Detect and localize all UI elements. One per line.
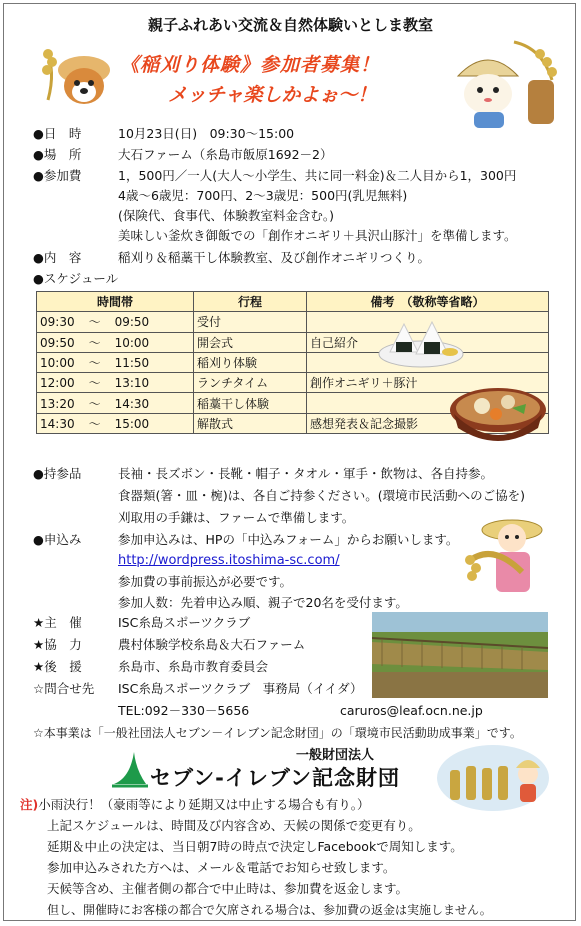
tonjiru-bowl-icon xyxy=(446,380,550,450)
page-title: 親子ふれあい交流＆自然体験いとしま教室 xyxy=(147,16,433,34)
seven-eleven-foundation-logo xyxy=(110,748,150,788)
dog-mascot-icon xyxy=(38,40,118,124)
notes-line-5: 天候等含め、主催者側の都合で中止時は、参加費を返金します。 xyxy=(47,881,409,896)
contact-tel: TEL:092－330－5656 xyxy=(118,703,250,718)
logo-line-1: 一般財団法人 xyxy=(296,748,375,763)
bring-line-3: 刈取用の手鎌は、ファームで準備します。 xyxy=(118,510,355,525)
time-cell: 10:00 ～ 11:50 xyxy=(37,352,194,372)
contact-label: ☆問合せ先 xyxy=(33,681,95,696)
content-value: 稲刈り＆稲藁干し体験教室、及び創作オニギリつくり。 xyxy=(118,250,431,265)
fee-line-3: (保険代、食事代、体験教室料金含む。) xyxy=(118,208,335,223)
apply-label: ●申込み xyxy=(33,532,82,547)
apply-line-1: 参加申込みは、HPの「中込みフォーム」からお願いします。 xyxy=(118,532,459,547)
bring-label: ●持参品 xyxy=(33,466,82,481)
header-time: 時間帯 xyxy=(37,292,194,312)
bring-line-2: 食器類(箸・皿・椀)は、各自ご持参ください。(環境市民活動へのご協を) xyxy=(118,488,526,503)
rice-drying-photo xyxy=(372,612,548,698)
registration-url-link[interactable]: http://wordpress.itoshima-sc.com/ xyxy=(118,553,340,568)
event-cell: ランチタイム xyxy=(194,373,307,393)
fee-line-2: 4歳～6歳児：700円、2～3歳児：500円(乳児無料) xyxy=(118,188,408,203)
bring-line-1: 長袖・長ズボン・長靴・帽子・タオル・軍手・飲物は、各自持参。 xyxy=(118,466,494,481)
schedule-label: ●スケジュール xyxy=(33,271,119,286)
host-label: ★主 催 xyxy=(33,615,82,630)
notes-line-4: 参加申込みされた方へは、メール＆電話でお知らせ致します。 xyxy=(47,860,396,875)
time-cell: 14:30 ～ 15:00 xyxy=(37,413,194,433)
date-label: ●日 時 xyxy=(33,126,82,141)
coop-value: 農村体験学校糸島＆大石ファーム xyxy=(118,637,306,652)
headline-recruit: 《稲刈り体験》参加者募集！ xyxy=(120,54,381,76)
rice-harvest-kids-icon xyxy=(436,744,550,812)
time-cell: 12:00 ～ 13:10 xyxy=(37,373,194,393)
place-value: 大石ファーム（糸島市飯原1692－2） xyxy=(118,147,333,162)
support-label: ★後 援 xyxy=(33,659,82,674)
grant-note: ☆本事業は「一般社団法人セブン－イレブン記念財団」の「環境市民活動助成事業」です。 xyxy=(33,726,522,740)
note-cell: 感想発表＆記念撮影 xyxy=(307,413,549,433)
time-cell: 09:50 ～ 10:00 xyxy=(37,332,194,352)
table-row xyxy=(37,312,549,332)
table-row xyxy=(37,352,549,372)
fee-line-4: 美味しい釜炊き御飯での「創作オニギリ＋具沢山豚汁」を準備します。 xyxy=(118,228,517,243)
girl-with-rice-icon xyxy=(462,512,554,604)
note-cell: 創作オニギリ＋豚汁 xyxy=(307,373,549,393)
event-cell: 受付 xyxy=(194,312,307,332)
notes-line-6: 但し、開催時にお客様の都合で欠席される場合は、参加費の返金は実施しません。 xyxy=(47,903,492,917)
fee-label: ●参加費 xyxy=(33,168,82,183)
header-event: 行程 xyxy=(194,292,307,312)
place-label: ●場 所 xyxy=(33,147,82,162)
apply-line-3: 参加人数：先着申込み順、親子で20名を受付ます。 xyxy=(118,595,408,610)
coop-label: ★協 力 xyxy=(33,637,82,652)
notes-line-2: 上記スケジュールは、時間及び内容含め、天候の関係で変更有り。 xyxy=(47,818,421,833)
headline-fun: メッチャ楽しかよぉ～！ xyxy=(168,84,377,106)
notes-line-3: 延期＆中止の決定は、当日朝7時の時点で決定しFacebookで周知します。 xyxy=(47,839,463,854)
contact-value: ISC糸島スポーツクラブ 事務局（イイダ） xyxy=(118,681,363,696)
content-label: ●内 容 xyxy=(33,250,82,265)
date-value: 10月23日(日) 09:30～15:00 xyxy=(118,126,295,141)
schedule-header-row xyxy=(37,292,549,312)
logo-line-2: セブン-イレブン記念財団 xyxy=(150,766,401,790)
header-note: 備考 （敬称等省略） xyxy=(307,292,549,312)
note-cell: 自己紹介 xyxy=(307,332,549,352)
cat-farmer-mascot-icon xyxy=(452,40,562,132)
fee-line-1: 1，500円／一人(大人～小学生、共に同一料金)＆二人目から1，300円 xyxy=(118,168,517,183)
onigiri-plate-icon xyxy=(376,312,466,370)
event-cell: 稲藁干し体験 xyxy=(194,393,307,413)
event-cell: 解散式 xyxy=(194,413,307,433)
table-row xyxy=(37,332,549,352)
event-cell: 開会式 xyxy=(194,332,307,352)
contact-email: caruros@leaf.ocn.ne.jp xyxy=(340,703,483,718)
time-cell: 13:20 ～ 14:30 xyxy=(37,393,194,413)
notes-line-1: 注)小雨決行！（豪雨等により延期又は中止する場合も有り。） xyxy=(20,797,370,812)
event-cell: 稲刈り体験 xyxy=(194,352,307,372)
support-value: 糸島市、糸島市教育委員会 xyxy=(118,659,269,674)
time-cell: 09:30 ～ 09:50 xyxy=(37,312,194,332)
apply-line-2: 参加費の事前振込が必要です。 xyxy=(118,574,293,589)
host-value: ISC糸島スポーツクラブ xyxy=(118,615,251,630)
